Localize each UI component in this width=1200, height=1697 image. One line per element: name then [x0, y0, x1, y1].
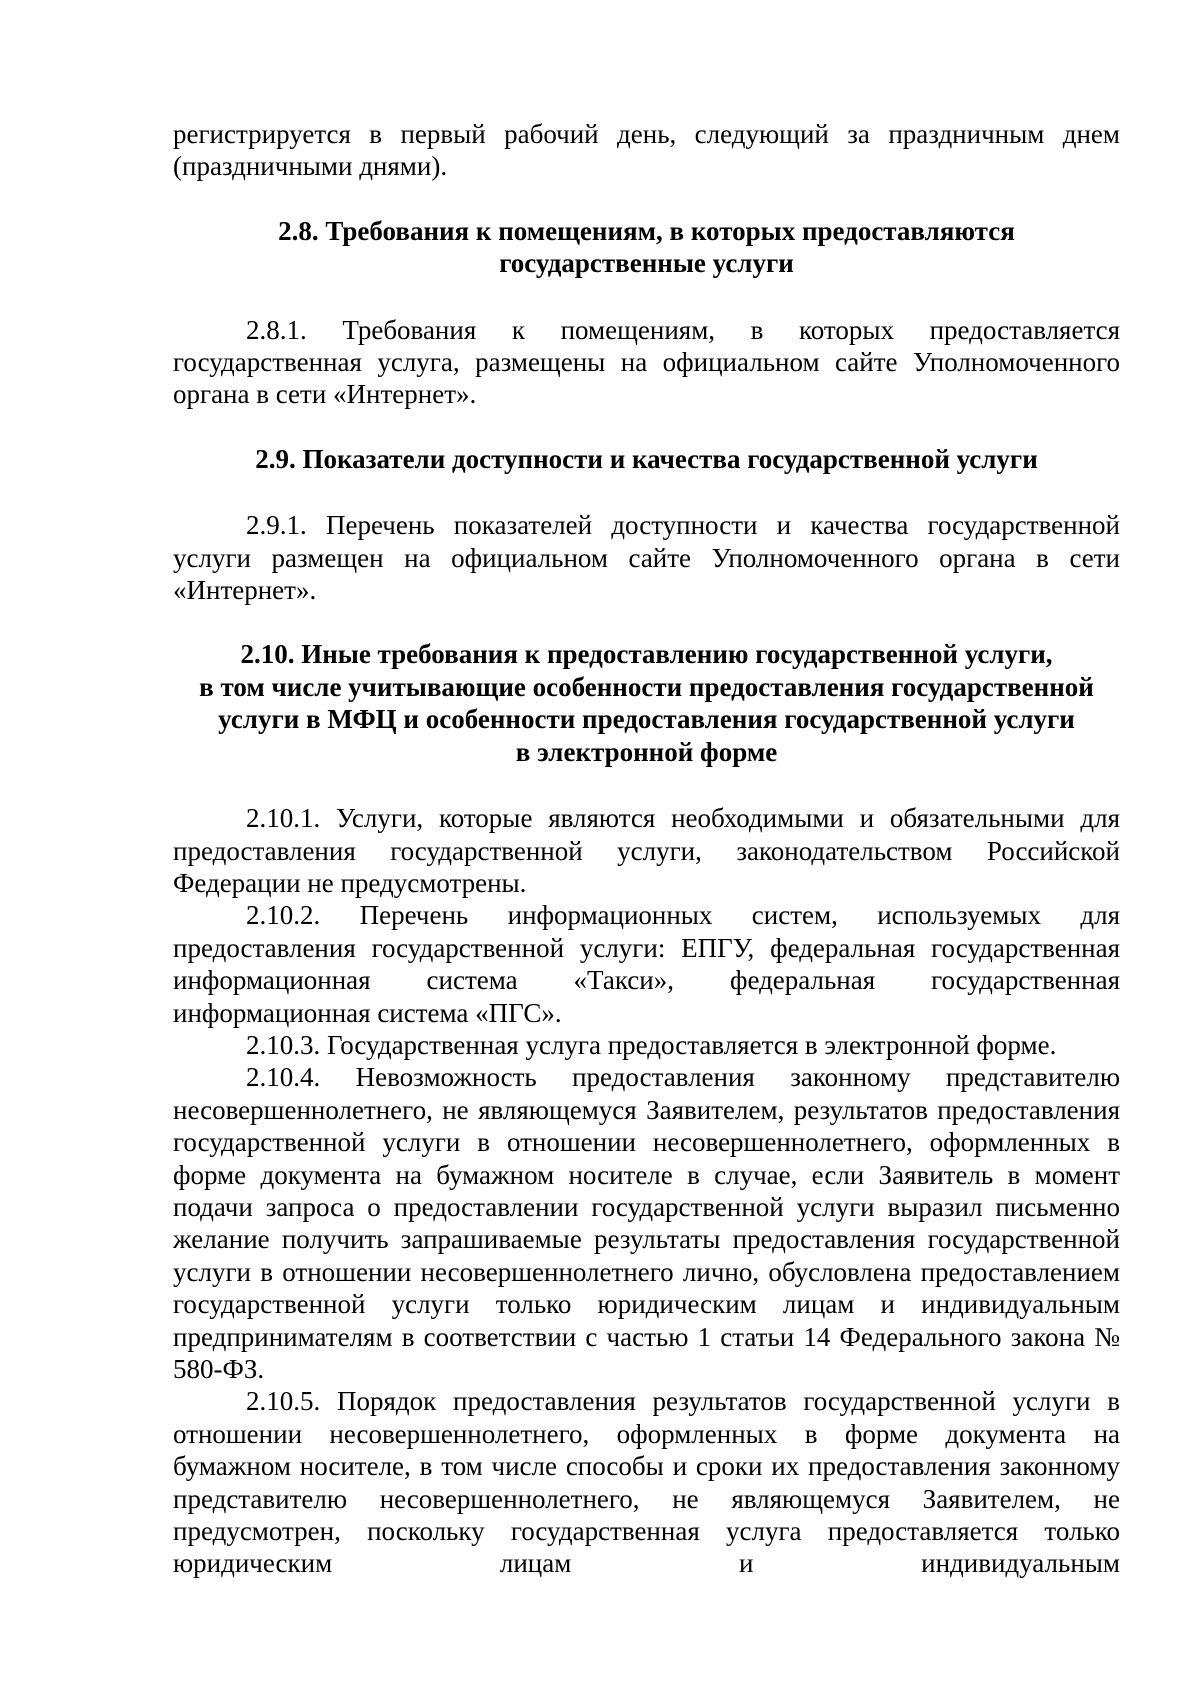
heading-line: 2.10. Иные требования к предоставлению государственной услуги, — [240, 639, 1053, 670]
intro-paragraph: регистрируется в первый рабочий день, следующий за праздничным днем (праздничными днями). — [173, 119, 1120, 182]
paragraph-2-10-5: 2.10.5. Порядок предоставления результатов государственной услуги в отношении несовершеннолетнего, оформленных в форме документа на бумажном носителе, в том числе способы и сроки их предоставления законному представителю несовершеннолетнего, не являющемуся Заявителем, не предусмотрен, поскольку государственная услуга предоставляется только юридическим лицам и индивидуальным — [173, 1386, 1120, 1579]
heading-line: 2.9. Показатели доступности и качества государственной услуги — [255, 443, 1038, 474]
heading-line: услуги в МФЦ и особенности предоставления государственной услуги — [218, 704, 1075, 735]
heading-line: 2.8. Требования к помещениям, в которых предоставляются — [278, 215, 1015, 246]
section-heading-2-9 — [173, 443, 1120, 475]
paragraph-2-10-4: 2.10.4. Невозможность предоставления законному представителю несовершеннолетнего, не являющемуся Заявителем, результатов предоставления государственной услуги в отношении несовершеннолетнего, оформленных в форме документа на бумажном носителе в случае, если Заявитель в момент подачи запроса о предоставлении государственной услуги выразил письменно желание получить запрашиваемые результаты предоставления государственной услуги в отношении несовершеннолетнего лично, обусловлена предоставлением государственной услуги только юридическим лицам и индивидуальным предпринимателям в соответствии с частью 1 статьи 14 Федерального закона № 580-ФЗ. — [173, 1062, 1120, 1384]
heading-line: государственные услуги — [499, 248, 794, 279]
paragraph-2-10-1: 2.10.1. Услуги, которые являются необходимыми и обязательными для предоставления государственной услуги, законодательством Российской Федерации не предусмотрены. — [173, 803, 1120, 898]
document-body — [173, 118, 1120, 1580]
heading-line: в том числе учитывающие особенности предоставления государственной — [199, 671, 1094, 702]
paragraph-2-10-3: 2.10.3. Государственная услуга предоставляется в электронной форме. — [246, 1029, 1057, 1060]
paragraph-2-10-2: 2.10.2. Перечень информационных систем, используемых для предоставления государственной услуги: ЕПГУ, федеральная государственная информационная система «Такси», федеральная государственная информационная система «ПГС». — [173, 900, 1120, 1028]
paragraph-2-8-1: 2.8.1. Требования к помещениям, в которых предоставляется государственная услуга, размещены на официальном сайте Уполномоченного органа в сети «Интернет». — [173, 314, 1120, 410]
heading-line: в электронной форме — [515, 736, 778, 767]
paragraph-2-9-1: 2.9.1. Перечень показателей доступности и качества государственной услуги размещен на официальном сайте Уполномоченного органа в сети «Интернет». — [173, 510, 1120, 606]
section-heading-2-8 — [173, 215, 1120, 280]
section-heading-2-10 — [173, 638, 1120, 768]
